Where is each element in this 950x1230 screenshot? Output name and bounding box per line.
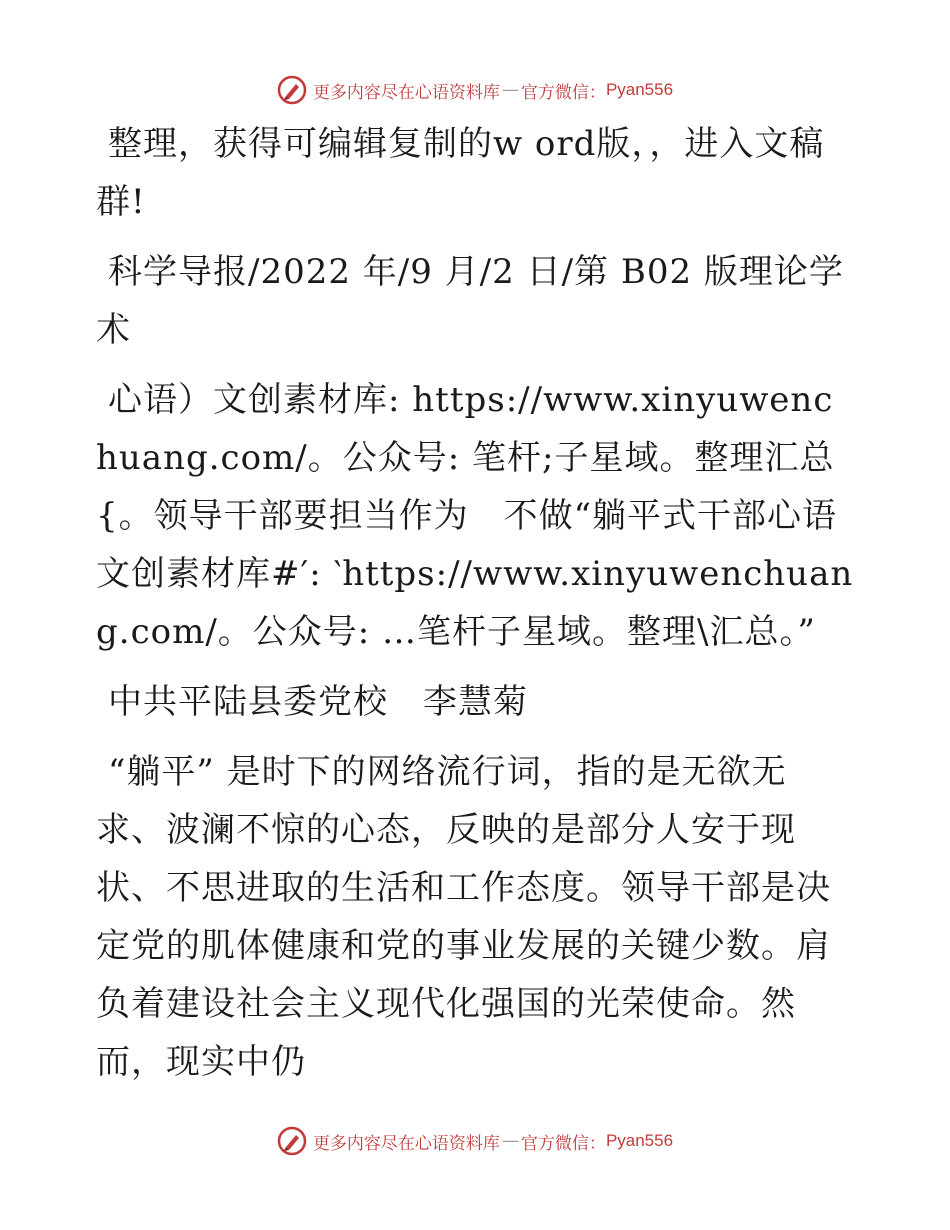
footer-banner <box>0 1121 950 1161</box>
wechat-id: Pyan556 <box>605 80 674 99</box>
banner-text: 更多内容尽在心语资料库 <box>312 1133 500 1154</box>
pen-logo-icon <box>277 75 307 105</box>
wechat-label: 官方微信： <box>520 1133 606 1154</box>
paragraph-promo: 心语）文创素材库: https://www.xinyuwenchuang.com/。公众号: 笔杆;子星域。整理汇总{。领导干部要担当作为 不做“躺平式干部心语文创素材库#′: ‵https://www.xinyuwenchuang.com/。公众号: …笔杆子星域。整理\汇总。” <box>96 380 854 652</box>
banner-text: 更多内容尽在心语资料库 <box>312 82 500 103</box>
paragraph-notice: 整理，获得可编辑复制的w ord版，，进入文稿群! <box>96 124 825 222</box>
banner-separator: — <box>501 80 519 100</box>
document-body <box>96 115 856 1103</box>
pen-logo-icon <box>277 1126 307 1156</box>
header-banner <box>0 70 950 110</box>
wechat-label: 官方微信： <box>520 82 606 103</box>
paragraph-author: 中共平陆县委党校 李慧菊 <box>108 682 528 722</box>
paragraph-source: 科学导报/2022 年/9 月/2 日/第 B02 版理论学术 <box>96 252 844 350</box>
paragraph-body: “躺平” 是时下的网络流行词，指的是无欲无求、波澜不惊的心态，反映的是部分人安于现状、不思进取的生活和工作态度。领导干部是决定党的肌体健康和党的事业发展的关键少数。肩负着建设社会主义现代化强国的光荣使命。然而，现实中仍 <box>96 752 831 1082</box>
banner-separator: — <box>501 1131 519 1151</box>
wechat-id: Pyan556 <box>605 1131 674 1150</box>
